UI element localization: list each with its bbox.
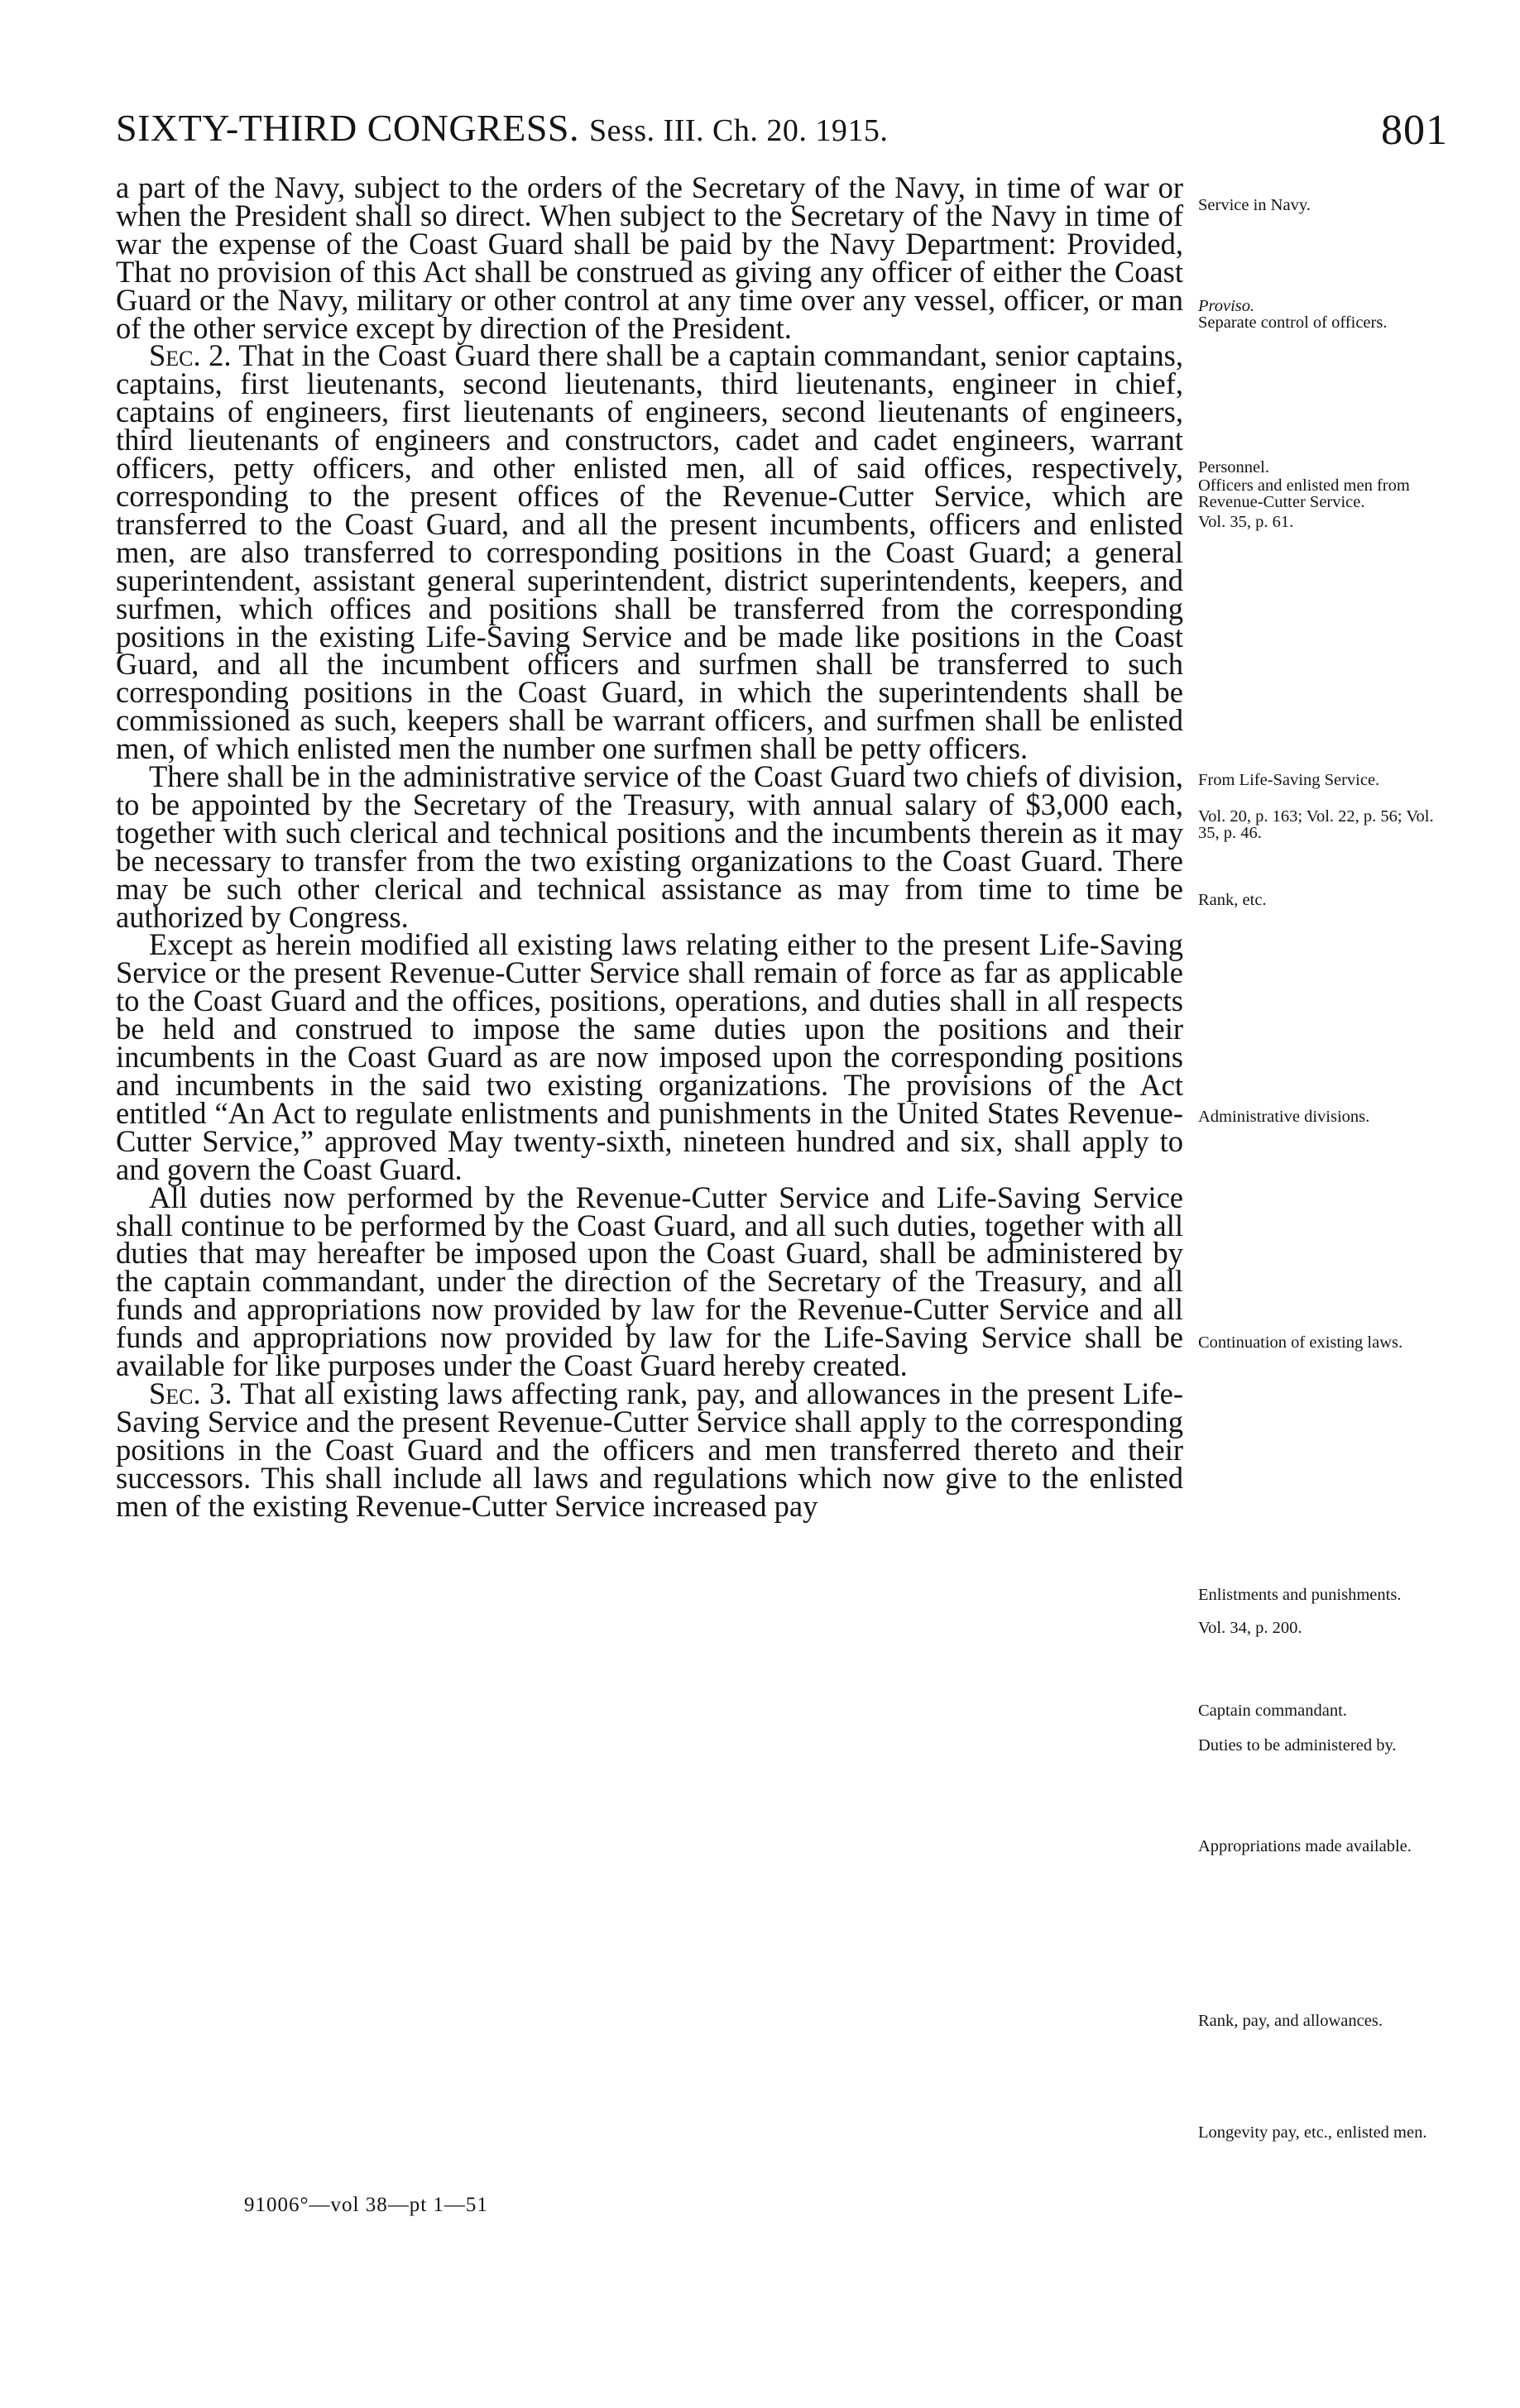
margin-note-officers-enlisted: Officers and enlisted men from Revenue-Cutter Service. <box>1198 476 1410 511</box>
printer-signature: 91006°—vol 38—pt 1—51 <box>244 2194 488 2216</box>
page-number: 801 <box>1381 107 1448 154</box>
paragraph-duties <box>116 1180 1183 1383</box>
paragraph-existing-laws <box>116 927 1183 1186</box>
margin-note-appropriations: Appropriations made available. <box>1198 1837 1412 1855</box>
margin-note-enlistments: Enlistments and punishments. <box>1198 1586 1402 1604</box>
margin-note-continuation: Continuation of existing laws. <box>1198 1333 1403 1352</box>
paragraph-section-3 <box>116 1376 1183 1523</box>
margin-note-service-in-navy: Service in Navy. <box>1198 196 1311 214</box>
paragraph-section-2 <box>116 338 1184 766</box>
paragraph-administrative-divisions <box>116 759 1183 934</box>
paragraph-text: There shall be in the administrative service of the Coast Guard two chiefs of division, to be appointed by the Secretary of the Treasury, with annual salary of $3,000 each, together with such clerical and technical positions and the incumbents therein as it may be necessary to transfer from the two existing organizations to the Coast Guard. There may be such other clerical and technical assistance as may from time to time be authorized by Congress. <box>116 759 1183 934</box>
margin-note-rank-etc: Rank, etc. <box>1198 891 1267 909</box>
paragraph-text: That all existing laws affecting rank, pay, and allowances in the present Life-Saving Service and the present Revenue-Cutter Service shall apply to the corresponding positions in the Coast Guard and the officers and men transferred thereto and their successors. This shall include all laws and regulations which now give to the enlisted men of the existing Revenue-Cutter Service increased pay <box>116 1376 1183 1523</box>
margin-note-rank-pay: Rank, pay, and allowances. <box>1198 2012 1383 2030</box>
margin-note-personnel: Personnel. <box>1198 458 1269 476</box>
page-header <box>116 106 1448 165</box>
paragraph-text: That in the Coast Guard there shall be a captain commandant, senior captains, captains, first lieutenants, second lieutenants, third lieutenants, engineer in chief, captains of engineers, first lieutenants of engineers, second lieutenants of engineers, third lieutenants of engineers and constructors, cadet and cadet engineers, warrant officers, petty officers, and other enlisted men, all of said offices, respectively, corresponding to the present offices of the Revenue-Cutter Service, which are transferred to the Coast Guard, and all the present incumbents, officers and enlisted men, are also transferred to corresponding positions in the Coast Guard; a general superintendent, assistant general superintendent, district superintendents, keepers, and surfmen, which offices and positions shall be transferred from the corresponding positions in the existing Life-Saving Service and be made like positions in the Coast Guard, and all the incumbent officers and surfmen shall be transferred to such corresponding positions in the Coast Guard, in which the superintendents shall be commissioned as such, keepers shall be warrant officers, and surfmen shall be enlisted men, of which enlisted men the number one surfmen shall be petty officers. <box>116 338 1184 766</box>
running-head <box>116 106 888 150</box>
running-head-chapter-year: Ch. 20. 1915. <box>704 113 889 148</box>
section-label: Sec. 3. <box>149 1376 233 1410</box>
running-head-session: Sess. III. <box>588 113 705 148</box>
proviso-label: Proviso. <box>1198 297 1255 315</box>
paragraph-text: a part of the Navy, subject to the orders of the Secretary of the Navy, in time of war or when the President shall so direct. When subject to the Secretary of the Navy in time of war the expense of the Coast Guard shall be paid by the Navy Department: Provided, That no provision of this Act shall be construed as giving any officer of either the Coast Guard or the Navy, military or other control at any time over any vessel, officer, or man of the other service except by direction of the President. <box>116 170 1183 345</box>
paragraph-text: All duties now performed by the Revenue-Cutter Service and Life-Saving Service shall continue to be performed by the Coast Guard, and all such duties, together with all duties that may hereafter be imposed upon the Coast Guard, shall be administered by the captain commandant, under the direction of the Secretary of the Treasury, and all funds and appropriations now provided by law for the Revenue-Cutter Service and all funds and appropriations now provided by law for the Life-Saving Service shall be available for like purposes under the Coast Guard hereby created. <box>116 1180 1183 1383</box>
proviso-text: Separate control of officers. <box>1198 314 1388 332</box>
margin-note-from-life-saving: From Life-Saving Service. <box>1198 771 1380 789</box>
margin-note-administrative-divisions: Administrative divisions. <box>1198 1108 1370 1126</box>
margin-note-proviso <box>1198 298 1438 331</box>
paragraph-text: Except as herein modified all existing laws relating either to the present Life-Saving Service or the present Revenue-Cutter Service shall remain of force as far as applicable to the Coast Guard and the offices, positions, operations, and duties shall in all respects be held and construed to impose the same duties upon the positions and their incumbents in the Coast Guard as are now imposed upon the corresponding positions and incumbents in the said two existing organizations. The provisions of the Act entitled “An Act to regulate enlistments and punishments in the United States Revenue-Cutter Service,” approved May twenty-sixth, nineteen hundred and six, shall apply to and govern the Coast Guard. <box>116 927 1183 1186</box>
margin-note-vol35-p61: Vol. 35, p. 61. <box>1198 513 1294 531</box>
margin-note-longevity: Longevity pay, etc., enlisted men. <box>1198 2123 1427 2142</box>
margin-note-vol-refs: Vol. 20, p. 163; Vol. 22, p. 56; Vol. 35, p. 46. <box>1198 807 1434 842</box>
running-head-congress: SIXTY-THIRD CONGRESS. <box>116 107 589 149</box>
margin-note-duties-administered: Duties to be administered by. <box>1198 1736 1397 1755</box>
margin-note-captain-commandant: Captain commandant. <box>1198 1702 1347 1720</box>
margin-note-vol34-p200: Vol. 34, p. 200. <box>1198 1619 1302 1637</box>
section-label: Sec. 2. <box>149 338 232 373</box>
paragraph-navy-service <box>116 170 1183 345</box>
main-text <box>116 170 1184 1523</box>
